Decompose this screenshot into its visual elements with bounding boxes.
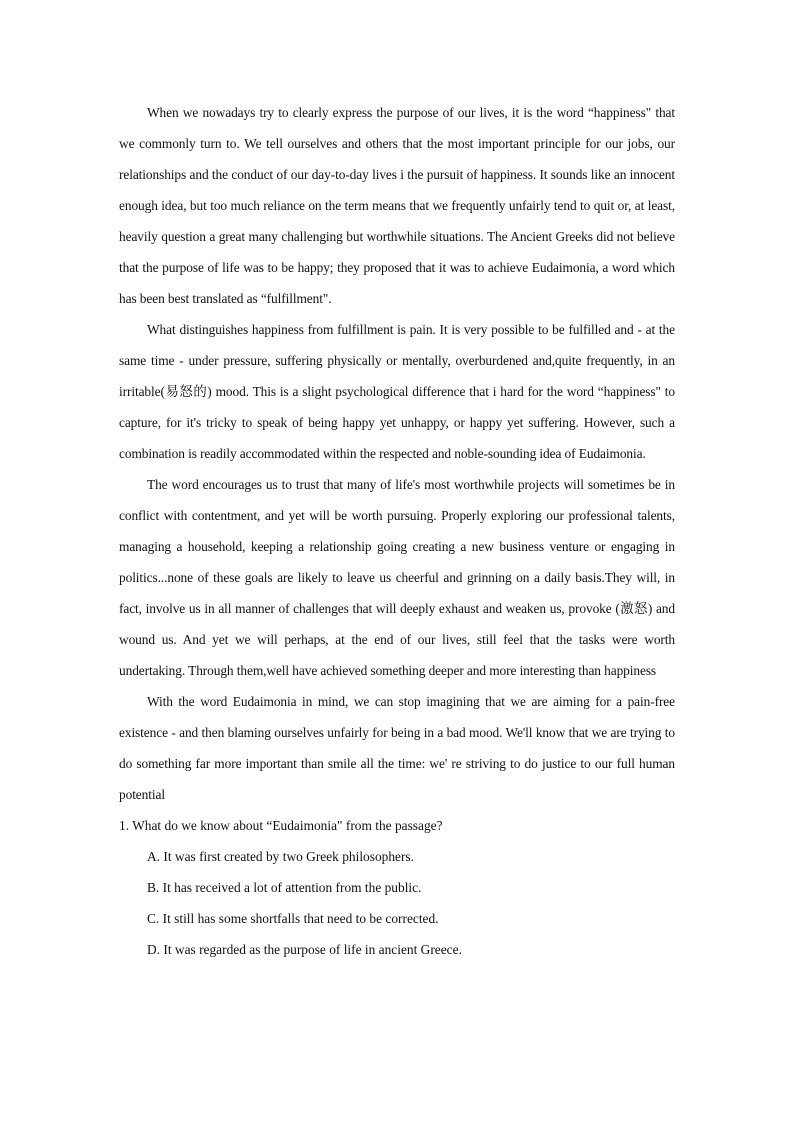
answer-option-b[interactable]: B. It has received a lot of attention from the public. — [147, 880, 422, 895]
passage-paragraph-2: What distinguishes happiness from fulfillment is pain. It is very possible to be fulfilled and - at the same time - under pressure, suffering physically or mentally, overburdened and,quite frequently, in an irritable(易怒的) mood. This is a slight psychological difference that i hard for the word “happiness" to capture, for it's tricky to speak of being happy yet unhappy, or happy yet suffering. However, such a combination is readily accommodated within the respected and noble-sounding idea of Eudaimonia. — [119, 322, 675, 461]
answer-options — [119, 841, 675, 965]
passage-paragraph-1: When we nowadays try to clearly express the purpose of our lives, it is the word “happiness" that we commonly turn to. We tell ourselves and others that the most important principle for our jobs, our relationships and the conduct of our day-to-day lives i the pursuit of happiness. It sounds like an innocent enough idea, but too much reliance on the term means that we frequently unfairly tend to quit or, at least, heavily question a great many challenging but worthwhile situations. The Ancient Greeks did not believe that the purpose of life was to be happy; they proposed that it was to achieve Eudaimonia, a word which has been best translated as “fulfillment". — [119, 105, 675, 306]
answer-option-c[interactable]: C. It still has some shortfalls that need to be corrected. — [147, 911, 439, 926]
passage-paragraph-3: The word encourages us to trust that many of life's most worthwhile projects will sometimes be in conflict with contentment, and yet will be worth pursuing. Properly exploring our professional talents, managing a household, keeping a relationship going creating a new business venture or engaging in politics...none of these goals are likely to leave us cheerful and grinning on a daily basis.They will, in fact, involve us in all manner of challenges that will deeply exhaust and weaken us, provoke (激怒) and wound us. And yet we will perhaps, at the end of our lives, still feel that the tasks were worth undertaking. Through them,well have achieved something deeper and more interesting than happiness — [119, 477, 675, 678]
question-stem: 1. What do we know about “Eudaimonia" from the passage? — [119, 818, 443, 833]
answer-option-d[interactable]: D. It was regarded as the purpose of life in ancient Greece. — [147, 942, 462, 957]
answer-option-a[interactable]: A. It was first created by two Greek philosophers. — [147, 849, 414, 864]
document-page — [119, 97, 675, 965]
question-block — [119, 810, 675, 965]
passage-paragraph-4: With the word Eudaimonia in mind, we can stop imagining that we are aiming for a pain-free existence - and then blaming ourselves unfairly for being in a bad mood. We'll know that we are trying to do something far more important than smile all the time: we' re striving to do justice to our full human potential — [119, 694, 675, 802]
